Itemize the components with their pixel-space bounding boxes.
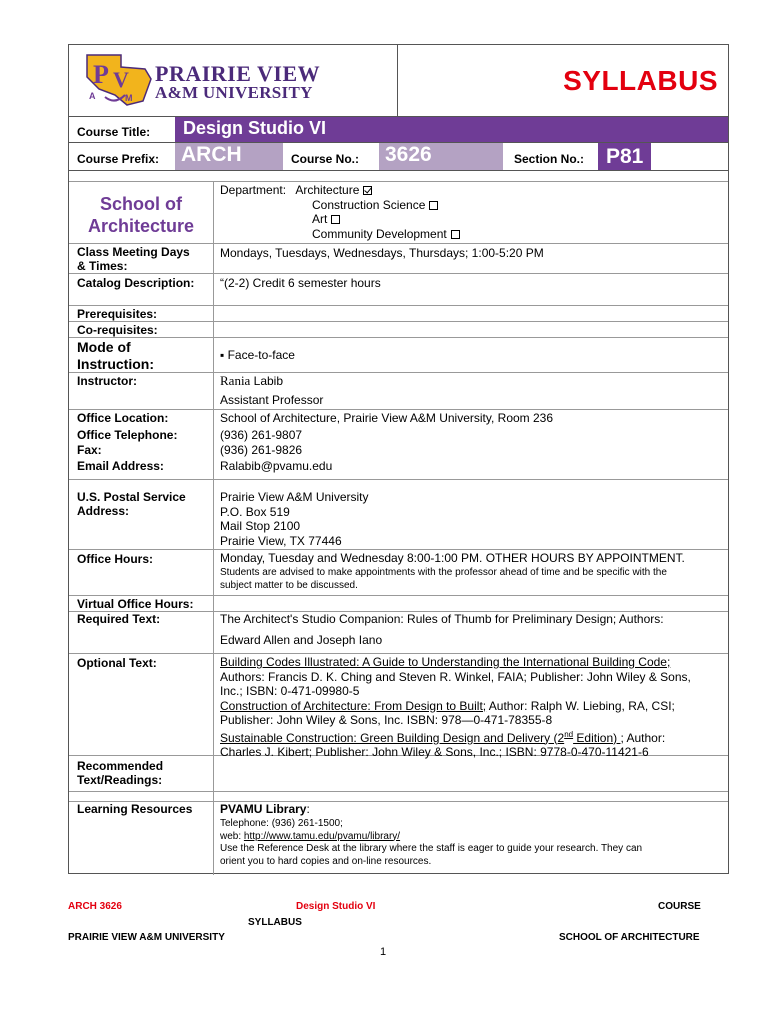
column-divider	[213, 181, 214, 875]
department-label: Department:	[220, 183, 287, 197]
checkbox-icon[interactable]	[331, 215, 340, 224]
office-hours-note: Students are advised to make appointments with the professor ahead of time and be specific with the subject matter to be discussed.	[220, 567, 667, 591]
svg-text:A: A	[89, 91, 96, 101]
virtual-hours-label: Virtual Office Hours:	[77, 597, 194, 611]
department-block	[220, 183, 372, 198]
divider	[69, 549, 728, 550]
corequisites-label: Co-requisites:	[77, 323, 158, 337]
divider	[69, 305, 728, 306]
office-telephone-value: (936) 261-9807	[220, 428, 303, 442]
course-prefix-box	[175, 143, 283, 170]
instructor-name: Rania Labib	[220, 373, 284, 388]
header	[69, 45, 728, 117]
recommended-label: Recommended Text/Readings:	[77, 759, 164, 787]
footer-course-label: COURSE	[658, 901, 701, 912]
syllabus-form	[68, 44, 729, 874]
course-prefix-label: Course Prefix:	[77, 152, 160, 166]
course-prefix-row	[69, 143, 728, 171]
office-location-value: School of Architecture, Prairie View A&M University, Room 236	[220, 411, 554, 425]
section-number-box	[594, 143, 728, 170]
checkbox-checked-icon[interactable]	[363, 186, 372, 195]
footer-syllabus-label: SYLLABUS	[248, 917, 302, 928]
required-text-label: Required Text:	[77, 612, 161, 626]
course-number-value: 3626	[385, 143, 432, 166]
optional-text-label: Optional Text:	[77, 656, 157, 670]
divider	[69, 181, 728, 182]
divider	[69, 321, 728, 322]
office-hours-value: Monday, Tuesday and Wednesday 8:00-1:00 PM. OTHER HOURS BY APPOINTMENT.	[220, 551, 685, 565]
instructor-title: Assistant Professor	[220, 393, 324, 407]
divider	[69, 409, 728, 410]
office-location-label: Office Location:	[77, 411, 169, 425]
divider	[69, 791, 728, 792]
meeting-value: Mondays, Tuesdays, Wednesdays, Thursdays; 1:00-5:20 PM	[220, 246, 544, 260]
department-option-community[interactable]: Community Development	[312, 227, 460, 242]
meeting-label: Class Meeting Days & Times:	[77, 245, 190, 273]
university-name-line2: A&M UNIVERSITY	[155, 83, 313, 102]
mode-label: Mode of Instruction:	[77, 339, 154, 372]
department-option-art[interactable]: Art	[312, 212, 340, 227]
university-name-line1: PRAIRIE VIEW	[155, 61, 321, 86]
postal-label: U.S. Postal Service Address:	[77, 490, 186, 518]
required-text-line1: The Architect's Studio Companion: Rules of Thumb for Preliminary Design; Authors:	[220, 612, 664, 626]
department-option-architecture[interactable]: Architecture	[295, 183, 372, 197]
course-number-label: Course No.:	[291, 152, 360, 166]
fax-value: (936) 261-9826	[220, 443, 303, 457]
syllabus-heading: SYLLABUS	[563, 65, 718, 96]
email-label: Email Address:	[77, 459, 164, 473]
footer-course-title: Design Studio VI	[296, 901, 376, 912]
divider	[69, 243, 728, 244]
divider	[69, 595, 728, 596]
footer-university: PRAIRIE VIEW A&M UNIVERSITY	[68, 932, 225, 943]
learning-resources-label: Learning Resources	[77, 802, 193, 816]
footer-course-code: ARCH 3626	[68, 901, 122, 912]
footer-school: SCHOOL OF ARCHITECTURE	[559, 932, 700, 943]
course-title-band	[175, 117, 728, 142]
postal-address: Prairie View A&M University P.O. Box 519 Mail Stop 2100 Prairie View, TX 77446	[220, 490, 369, 548]
checkbox-icon[interactable]	[451, 230, 460, 239]
section-number-value: P81	[598, 143, 651, 170]
divider	[69, 337, 728, 338]
divider	[69, 273, 728, 274]
catalog-label: Catalog Description:	[77, 276, 195, 290]
course-prefix-value: ARCH	[181, 143, 242, 166]
checkbox-icon[interactable]	[429, 201, 438, 210]
fax-label: Fax:	[77, 443, 102, 457]
office-hours-label: Office Hours:	[77, 552, 154, 566]
divider	[69, 653, 728, 654]
page-number: 1	[380, 946, 387, 958]
course-title-label: Course Title:	[77, 125, 151, 139]
optional-text-list: Building Codes Illustrated: A Guide to Understanding the International Building Code; Authors: Francis D. K. Ching and Steven R. Winkel, FAIA; Publisher: John Wiley & Sons, Inc.; ISBN: 0-471-09980-5 Construction of Architecture: From Design to Built; Author: Ralph W. Liebing, RA, CSI; Publisher: John Wiley & Sons, Inc. ISBN: 978—0-471-78355-8 Sustainable Construction: Green Building Design and Delivery (2nd Edition) ; Author: Charles J. Kibert; Publisher: John Wiley & Sons, Inc.; ISBN: 9778-0-470-11421-6	[220, 655, 691, 759]
course-number-box	[379, 143, 503, 170]
mode-value: ▪ Face-to-face	[220, 348, 295, 362]
instructor-label: Instructor:	[77, 374, 137, 388]
email-value[interactable]: Ralabib@pvamu.edu	[220, 459, 333, 473]
prerequisites-label: Prerequisites:	[77, 307, 158, 321]
department-option-construction[interactable]: Construction Science	[312, 198, 438, 213]
header-divider	[397, 45, 398, 117]
course-title-value: Design Studio VI	[183, 118, 327, 138]
library-web-link[interactable]: http://www.tamu.edu/pvamu/library/	[243, 830, 401, 842]
divider	[69, 479, 728, 480]
course-title-row	[69, 117, 728, 143]
catalog-value: “(2-2) Credit 6 semester hours	[220, 276, 381, 290]
school-name: School of Architecture	[87, 194, 195, 236]
svg-text:P: P	[93, 60, 109, 89]
divider	[69, 372, 728, 373]
library-block: PVAMU Library:	[220, 802, 310, 816]
section-number-label: Section No.:	[514, 152, 585, 166]
svg-text:M: M	[125, 93, 133, 103]
office-telephone-label: Office Telephone:	[77, 428, 178, 442]
svg-text:V: V	[113, 67, 129, 92]
library-details: Telephone: (936) 261-1500; web: http://www.tamu.edu/pvamu/library/ Use the Reference Desk at the library where the staff is eager to guide your research. They can orient you to hard copies and on-line resources.	[220, 818, 643, 867]
required-text-line2: Edward Allen and Joseph Iano	[220, 633, 383, 647]
